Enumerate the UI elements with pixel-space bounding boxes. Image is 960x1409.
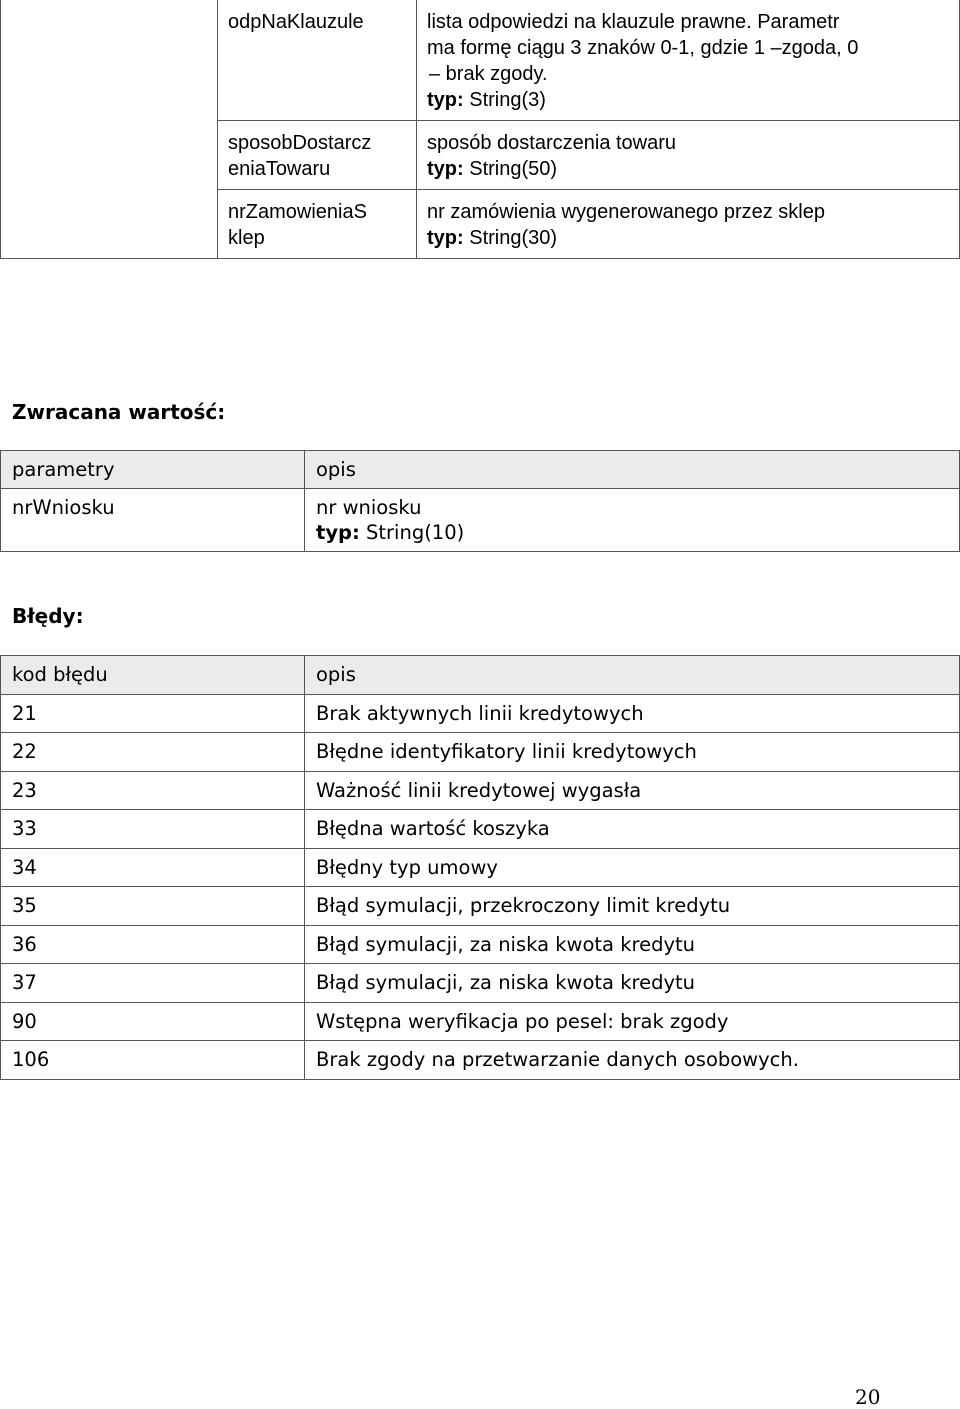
param-type: typ: String(30) <box>427 227 558 249</box>
errors-table <box>0 655 960 1080</box>
param-name: odpNaKlauzule <box>218 0 417 121</box>
error-description: Błąd symulacji, przekroczony limit kredytu <box>305 887 960 926</box>
return-param-type: typ: String(10) <box>316 521 465 544</box>
error-code: 34 <box>1 848 305 887</box>
table-row <box>1 771 960 810</box>
page-number: 20 <box>855 1385 881 1409</box>
return-param-name: nrWniosku <box>1 489 305 552</box>
errors-heading: Błędy: <box>12 604 84 628</box>
error-description: Błąd symulacji, za niska kwota kredytu <box>305 925 960 964</box>
table-row <box>1 964 960 1003</box>
table-row <box>1 489 960 552</box>
error-description: Wstępna weryfikacja po pesel: brak zgody <box>305 1002 960 1041</box>
table-row <box>1 1041 960 1080</box>
table-row <box>1 925 960 964</box>
header-opis: opis <box>305 656 960 695</box>
parameters-table <box>0 0 960 259</box>
error-code: 37 <box>1 964 305 1003</box>
error-code: 23 <box>1 771 305 810</box>
error-code: 33 <box>1 810 305 849</box>
error-description: Błąd symulacji, za niska kwota kredytu <box>305 964 960 1003</box>
error-code: 90 <box>1 1002 305 1041</box>
error-description: Błędna wartość koszyka <box>305 810 960 849</box>
error-description: Brak zgody na przetwarzanie danych osobowych. <box>305 1041 960 1080</box>
left-margin-cell <box>1 0 218 259</box>
table-row <box>1 848 960 887</box>
table-row <box>1 1002 960 1041</box>
table-row <box>1 810 960 849</box>
error-description: Ważność linii kredytowej wygasła <box>305 771 960 810</box>
error-code: 21 <box>1 694 305 733</box>
param-row <box>1 0 960 121</box>
param-type: typ: String(3) <box>427 89 546 111</box>
error-code: 36 <box>1 925 305 964</box>
table-row <box>1 694 960 733</box>
return-value-heading: Zwracana wartość: <box>12 400 226 424</box>
header-opis: opis <box>305 451 960 489</box>
error-description: Błędny typ umowy <box>305 848 960 887</box>
param-description: sposób dostarczenia towaru typ: String(50) <box>417 121 960 190</box>
header-parametry: parametry <box>1 451 305 489</box>
param-type: typ: String(50) <box>427 158 558 180</box>
error-description: Brak aktywnych linii kredytowych <box>305 694 960 733</box>
table-row <box>1 887 960 926</box>
error-description: Błędne identyfikatory linii kredytowych <box>305 733 960 772</box>
param-description: nr zamówienia wygenerowanego przez sklep typ: String(30) <box>417 190 960 259</box>
table-header-row <box>1 656 960 695</box>
param-description: lista odpowiedzi na klauzule prawne. Parametr ma formę ciągu 3 znaków 0-1, gdzie 1 –zgoda, 0 – brak zgody. typ: String(3) <box>417 0 960 121</box>
table-row <box>1 733 960 772</box>
error-code: 35 <box>1 887 305 926</box>
error-code: 22 <box>1 733 305 772</box>
param-name: nrZamowieniaS klep <box>218 190 417 259</box>
return-value-table <box>0 450 960 552</box>
header-kod-bledu: kod błędu <box>1 656 305 695</box>
return-param-description: nr wniosku typ: String(10) <box>305 489 960 552</box>
error-code: 106 <box>1 1041 305 1080</box>
table-header-row <box>1 451 960 489</box>
param-name: sposobDostarcz eniaTowaru <box>218 121 417 190</box>
